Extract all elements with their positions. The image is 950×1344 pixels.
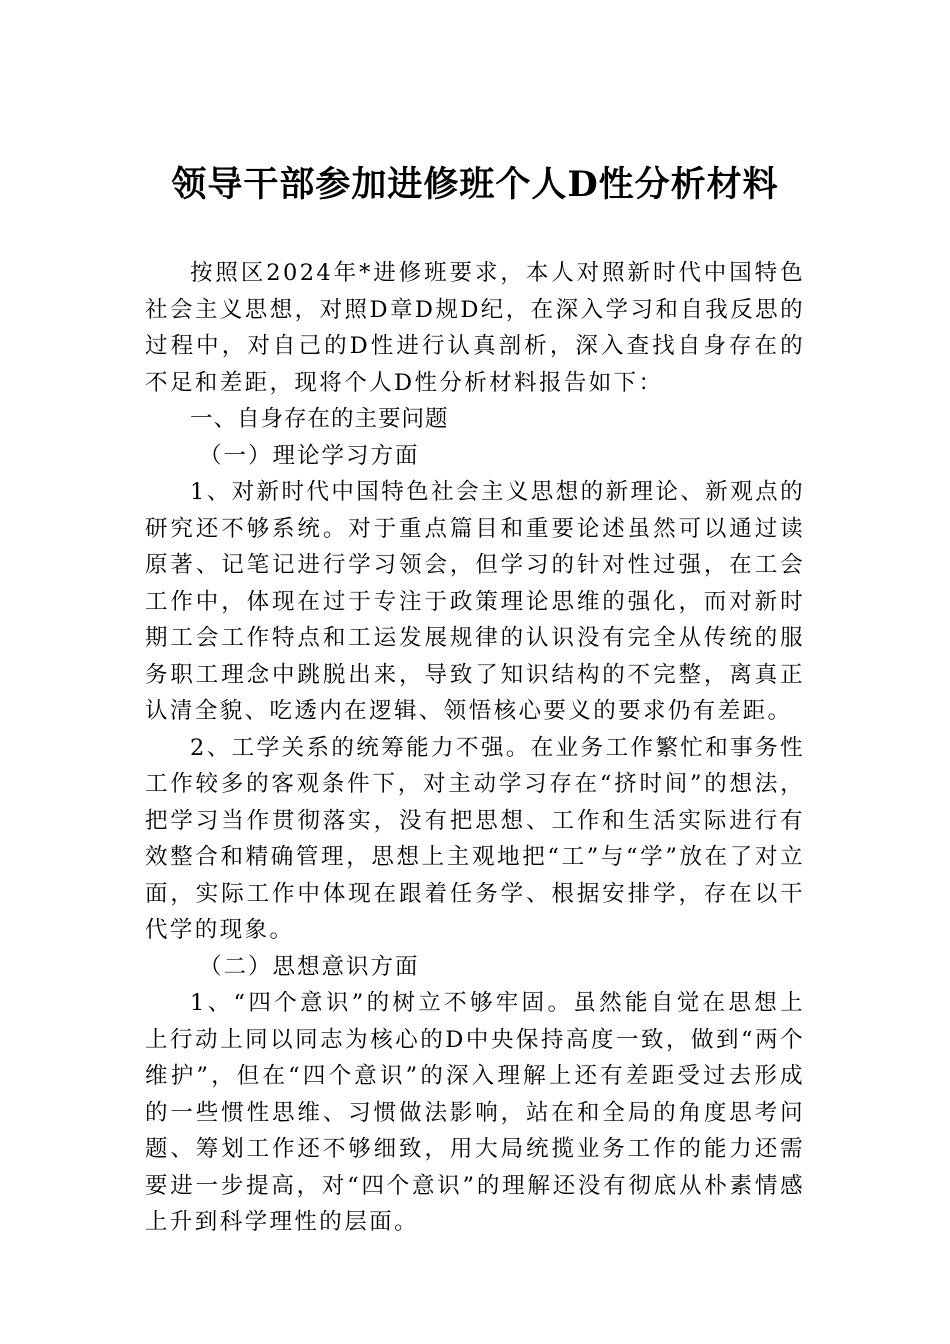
subsection-heading: （一）理论学习方面 [199, 442, 420, 469]
body-paragraph: 1、对新时代中国特色社会主义思想的新理论、新观点的研究还不够系统。对于重点篇目和重要论述虽然可以通过读原著、记笔记进行学习领会，但学习的针对性过强，在工会工作中，体现在过于专注于政策理论思维的强化，而对新时期工会工作特点和工运发展规律的认识没有完全从传统的服务职工理念中跳脱出来，导致了知识结构的不完整，离真正认清全貌、吃透内在逻辑、领悟核心要义的要求仍有差距。 [145, 479, 805, 724]
document-title: 领导干部参加进修班个人D性分析材料 [171, 164, 779, 205]
intro-paragraph: 按照区2024年*进修班要求，本人对照新时代中国特色社会主义思想，对照D章D规D纪，在深入学习和自我反思的过程中，对自己的D性进行认真剖析，深入查找自身存在的不足和差距，现将个人D性分析材料报告如下： [145, 260, 805, 396]
section-heading: 一、自身存在的主要问题 [190, 406, 449, 432]
subsection-heading: （二）思想意识方面 [199, 953, 420, 980]
document-body [145, 255, 805, 1241]
body-paragraph: 2、工学关系的统筹能力不强。在业务工作繁忙和事务性工作较多的客观条件下，对主动学习存在“挤时间”的想法，把学习当作贯彻落实，没有把思想、工作和生活实际进行有效整合和精确管理，思想上主观地把“工”与“学”放在了对立面，实际工作中体现在跟着任务学、根据安排学，存在以干代学的现象。 [145, 734, 805, 943]
body-paragraph: 1、“四个意识”的树立不够牢固。虽然能自觉在思想上上行动上同以同志为核心的D中央保持高度一致，做到“两个维护”，但在“四个意识”的深入理解上还有差距受过去形成的一些惯性思维、习惯做法影响，站在和全局的角度思考问题、筹划工作还不够细致，用大局统揽业务工作的能力还需要进一步提高，对“四个意识”的理解还没有彻底从朴素情感上升到科学理性的层面。 [145, 990, 805, 1235]
